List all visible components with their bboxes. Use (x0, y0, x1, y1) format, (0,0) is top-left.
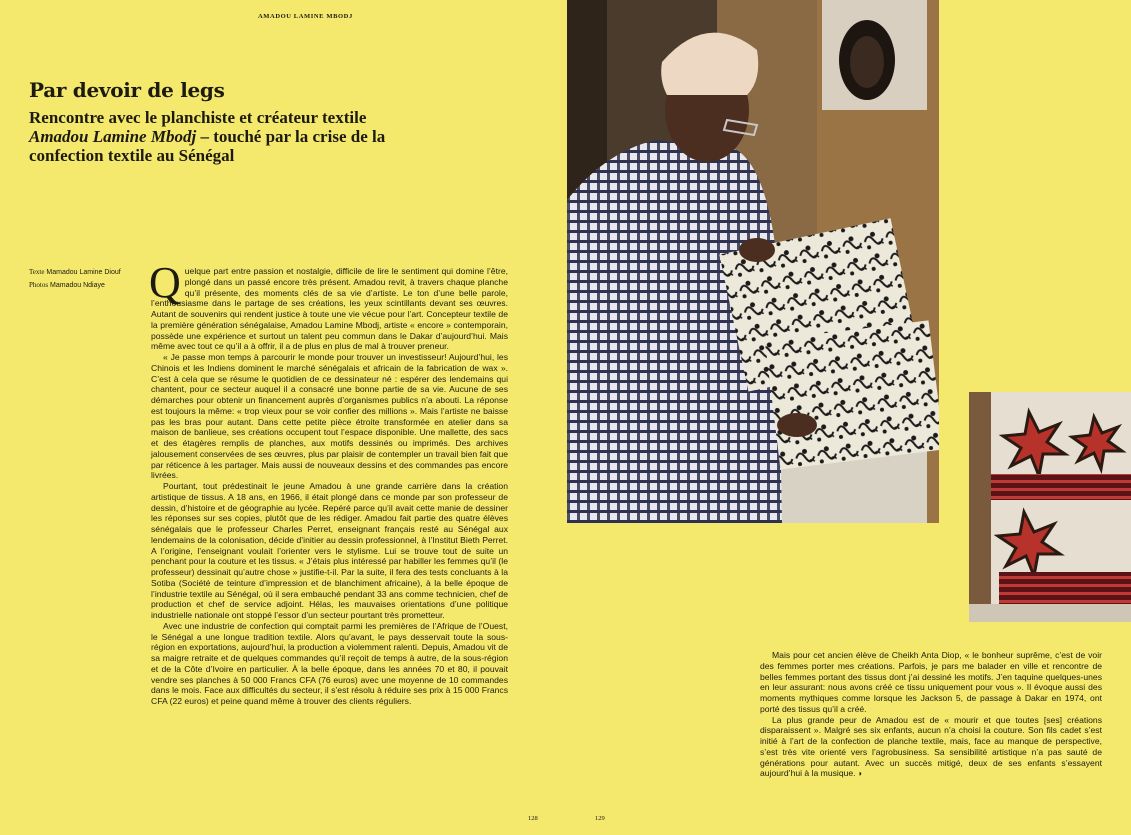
photo-wax-fabric (969, 392, 1131, 622)
paragraph-text: uelque part entre passion et nostalgie, difficile de lire le sentiment qui domine l’être, plongé dans un passé encore très présent. Amadou revit, à travers chaque planche qu’il présente, des moments clés de sa vie d’artiste. Le ton d’une belle parole, l’enthousiasme dans le partage de ses créations, les yeux scintillants devant ses œuvres. Autant de souvenirs qui rendent justice à toute une vie vécue pour l’art. Concepteur textile de la première génération sénégalaise, Amadou Lamine Mbodj, artiste « encore » contemporain, possède une expérience et surtout un talent peu commun dans le Dakar d’aujourd’hui. Mais même avec tout ce qu’il a à offrir, il a de plus en plus de mal à trouver preneur. (151, 266, 508, 352)
running-head: AMADOU LAMINE MBODJ (258, 13, 353, 20)
page-number-right: 129 (595, 815, 605, 822)
photo-credit (29, 279, 121, 292)
paragraph: Mais pour cet ancien élève de Cheikh Anta Diop, « le bonheur suprême, c’est de voir des femmes porter mes créations. Parfois, je pars me balader en ville et rencontre de belles femmes portant des tissus dont j’ai dessiné les motifs. J’en taquine quelques-unes en leur assurant: nous avons créé ce tissu uniquement pour vous ». Il évoque aussi des moments mythiques comme lorsque les Jackson 5, de passage à Dakar en 1974, ont porté des tissus qu’il a créé. (760, 650, 1102, 714)
subtitle-line2: – touché par la crise de la confection textile au Sénégal (29, 127, 386, 165)
drop-cap: Q (149, 258, 181, 307)
paragraph: « Je passe mon temps à parcourir le monde pour trouver un investisseur! Aujourd’hui, les Chinois et les Indiens dominent le marché sénégalais et africain de la fabrication de wax ». C’est à cela que se résume le quotidien de ce dessinateur né : espérer des lendemains qui chantent, pour ce secteur auquel il a consacré une bonne partie de sa vie. Aucune de ses démarches pour obtenir un financement auprès d’organismes publics n’a abouti. La réponse est toujours la même: « trop vieux pour se voir confier des millions ». Mais l’artiste ne baisse pas les bras pour autant. Dans cette petite pièce étroite transformée en atelier dans sa maison de banlieue, ses créations occupent tout l’espace disponible. Une mallette, des sacs et des étagères remplis de planches, aux motifs dessinés ou imprimés. Des archives jalousement conservées de ses œuvres, plus par plaisir de contempler un travail bien fait que par réticence à les partager. Mais aussi de nouveaux dessins et des commandes pas encore livrées. (151, 352, 508, 481)
credits (29, 266, 121, 292)
body-column-right (760, 650, 1102, 780)
text-credit-author: Mamadou Lamine Diouf (46, 269, 121, 276)
photo-credit-label: Photos (29, 281, 49, 289)
photo-artist-with-planches (567, 0, 939, 523)
body-column-left (149, 258, 508, 707)
text-credit-label: Texte (29, 268, 45, 276)
photo-credit-author: Mamadou Ndiaye (50, 282, 105, 289)
article-title: Par devoir de legs (29, 78, 225, 102)
text-credit (29, 266, 121, 279)
paragraph (149, 258, 508, 352)
paragraph: Avec une industrie de confection qui comptait parmi les premières de l’Afrique de l’Ouest, le Sénégal a une longue tradition textile. Alors qu’avant, le pays desservait toute la sous-région en exportations, aujourd’hui, la production a violemment ralenti. Depuis, Amadou vit de sa maigre retraite et de quelques commandes qu’il reçoit de temps à autre, de la sous-région et de la Côte d’Ivoire en particulier. À la belle époque, dans les années 70 et 80, il pouvait vendre ses planches à 50 000 Francs CFA (76 euros) avec une moyenne de 10 commandes dans le mois. Face aux difficultés du secteur, il s’est résolu à réduire ses prix à 15 000 Francs CFA (22 euros) et peine quand même à trouver des clients réguliers. (151, 620, 508, 706)
subtitle-line1: Rencontre avec le planchiste et créateur textile (29, 108, 367, 127)
subtitle-name: Amadou Lamine Mbodj (29, 127, 197, 146)
page-number-left: 128 (528, 815, 538, 822)
end-mark-icon: ◗ (857, 769, 863, 779)
article-subtitle (29, 108, 409, 165)
paragraph: Pourtant, tout prédestinait le jeune Amadou à une grande carrière dans la création artistique de tissus. A 18 ans, en 1966, il était plongé dans ce monde par son professeur de dessin, d’histoire et de géographie au lycée. Repéré parce qu’il avait cette manie de dessiner les réponses sur ses copies, plutôt que de les rédiger. Amadou fait partie des quatre élèves sénégalais que le professeur Charles Perret, enseignant français resté au Sénégal aux lendemains de la colonisation, décide d’initier au dessin professionnel, à l’Institut Bieth Perret. A l’origine, l’enseignant voulait l’orienter vers le stylisme. Lui se trouve tout de suite un penchant pour la couture et les tissus. « J’étais plus intéressé par habiller les femmes qu’il (le professeur) dessinait qu’autre chose » justifie-t-il. Par la suite, il fera des tests concluants à la Sotiba (Société de teinture d’impression et de blanchiment africaine), à la belle époque de l’industrie textile au Sénégal, où il sera embauché pendant 33 ans comme technicien, chef de production et chef de service adjoint. Hélas, les mauvaises orientations d’une politique industrielle nationale ont stoppé l’essor d’un secteur pourtant très prometteur. (151, 481, 508, 620)
paragraph-text: La plus grande peur de Amadou est de « mourir et que toutes [ses] créations disparaissent ». Malgré ses six enfants, aucun n’a choisi la couture. Son fils cadet s’est initié à l’art de la confection de planche textile, mais, face au manque de perspective, s’est très vite orienté vers l’agrobusiness. Sa sensibilité artistique n’a pas sauté de générations pour autant. Avec un succès mitigé, deux de ses enfants s’essayent aujourd’hui à la musique. (760, 714, 1102, 779)
paragraph (760, 715, 1102, 781)
